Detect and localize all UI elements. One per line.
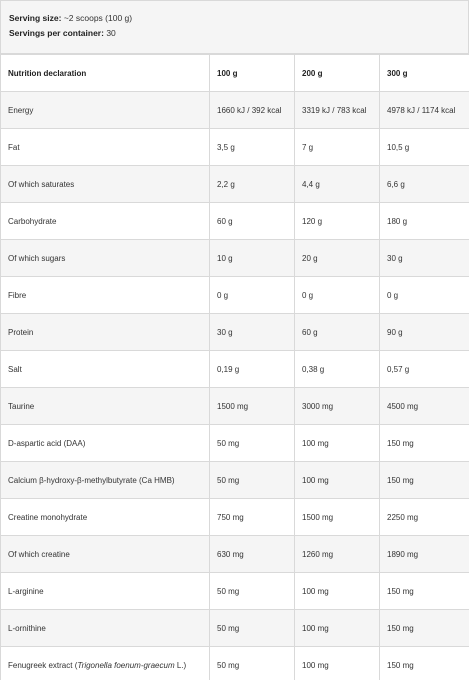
table-row xyxy=(1,166,469,203)
cell-300g: 150 mg xyxy=(380,647,469,680)
cell-300g: 2250 mg xyxy=(380,499,469,536)
cell-name: Calcium β-hydroxy-β-methylbutyrate (Ca HMB) xyxy=(1,462,210,499)
table-row xyxy=(1,314,469,351)
cell-300g: 10,5 g xyxy=(380,129,469,166)
header-200g: 200 g xyxy=(295,55,380,92)
cell-200g: 7 g xyxy=(295,129,380,166)
cell-name: Of which saturates xyxy=(1,166,210,203)
cell-200g: 100 mg xyxy=(295,425,380,462)
cell-100g: 2,2 g xyxy=(210,166,295,203)
cell-100g: 0 g xyxy=(210,277,295,314)
cell-200g: 4,4 g xyxy=(295,166,380,203)
table-row xyxy=(1,351,469,388)
table-header-row xyxy=(1,55,469,92)
cell-200g: 100 mg xyxy=(295,647,380,680)
table-row xyxy=(1,425,469,462)
cell-name: Of which creatine xyxy=(1,536,210,573)
nutrition-table xyxy=(0,54,469,680)
cell-100g: 630 mg xyxy=(210,536,295,573)
cell-300g: 90 g xyxy=(380,314,469,351)
table-row xyxy=(1,573,469,610)
cell-100g: 50 mg xyxy=(210,462,295,499)
cell-200g: 3000 mg xyxy=(295,388,380,425)
table-row xyxy=(1,203,469,240)
table-row xyxy=(1,277,469,314)
cell-200g: 60 g xyxy=(295,314,380,351)
cell-200g: 1500 mg xyxy=(295,499,380,536)
cell-200g: 120 g xyxy=(295,203,380,240)
cell-300g: 4500 mg xyxy=(380,388,469,425)
fenugreek-name-prefix: Fenugreek extract ( xyxy=(8,660,78,670)
cell-name: Taurine xyxy=(1,388,210,425)
cell-200g: 100 mg xyxy=(295,573,380,610)
serving-info xyxy=(0,0,469,54)
cell-100g: 3,5 g xyxy=(210,129,295,166)
table-body xyxy=(1,92,469,680)
header-100g: 100 g xyxy=(210,55,295,92)
table-row xyxy=(1,92,469,129)
serving-size-value: ~2 scoops (100 g) xyxy=(63,13,133,23)
cell-300g: 30 g xyxy=(380,240,469,277)
header-nutrition-declaration: Nutrition declaration xyxy=(1,55,210,92)
cell-100g: 0,19 g xyxy=(210,351,295,388)
cell-300g: 150 mg xyxy=(380,462,469,499)
cell-200g: 100 mg xyxy=(295,462,380,499)
cell-name: Of which sugars xyxy=(1,240,210,277)
cell-name: Salt xyxy=(1,351,210,388)
cell-300g: 0 g xyxy=(380,277,469,314)
serving-size-label: Serving size: xyxy=(9,13,62,23)
cell-300g: 1890 mg xyxy=(380,536,469,573)
cell-name: Carbohydrate xyxy=(1,203,210,240)
cell-100g: 1500 mg xyxy=(210,388,295,425)
cell-name: Energy xyxy=(1,92,210,129)
fenugreek-latin-name: Trigonella foenum-graecum xyxy=(77,660,175,670)
table-row xyxy=(1,610,469,647)
table-row xyxy=(1,462,469,499)
cell-200g: 0 g xyxy=(295,277,380,314)
cell-300g: 150 mg xyxy=(380,425,469,462)
cell-name: L-arginine xyxy=(1,573,210,610)
cell-200g: 3319 kJ / 783 kcal xyxy=(295,92,380,129)
cell-100g: 10 g xyxy=(210,240,295,277)
cell-name: Fibre xyxy=(1,277,210,314)
table-row xyxy=(1,536,469,573)
cell-300g: 0,57 g xyxy=(380,351,469,388)
cell-100g: 750 mg xyxy=(210,499,295,536)
fenugreek-name-suffix: L.) xyxy=(174,660,187,670)
cell-name: Protein xyxy=(1,314,210,351)
table-row xyxy=(1,499,469,536)
cell-300g: 150 mg xyxy=(380,573,469,610)
table-row xyxy=(1,240,469,277)
cell-300g: 180 g xyxy=(380,203,469,240)
cell-300g: 4978 kJ / 1174 kcal xyxy=(380,92,469,129)
cell-200g: 20 g xyxy=(295,240,380,277)
cell-300g: 6,6 g xyxy=(380,166,469,203)
table-row-fenugreek xyxy=(1,647,469,680)
cell-100g: 30 g xyxy=(210,314,295,351)
cell-100g: 50 mg xyxy=(210,425,295,462)
cell-300g: 150 mg xyxy=(380,610,469,647)
cell-100g: 60 g xyxy=(210,203,295,240)
cell-name: Fat xyxy=(1,129,210,166)
cell-200g: 100 mg xyxy=(295,610,380,647)
cell-100g: 50 mg xyxy=(210,647,295,680)
servings-per-container-label: Servings per container: xyxy=(9,28,104,38)
cell-100g: 1660 kJ / 392 kcal xyxy=(210,92,295,129)
servings-per-container-line xyxy=(9,26,460,41)
cell-name: Creatine monohydrate xyxy=(1,499,210,536)
table-row xyxy=(1,388,469,425)
cell-100g: 50 mg xyxy=(210,573,295,610)
table-row xyxy=(1,129,469,166)
cell-200g: 0,38 g xyxy=(295,351,380,388)
serving-size-line xyxy=(9,11,460,26)
cell-200g: 1260 mg xyxy=(295,536,380,573)
cell-name xyxy=(1,647,210,680)
cell-100g: 50 mg xyxy=(210,610,295,647)
servings-per-container-value: 30 xyxy=(106,28,116,38)
cell-name: L-ornithine xyxy=(1,610,210,647)
cell-name: D-aspartic acid (DAA) xyxy=(1,425,210,462)
header-300g: 300 g xyxy=(380,55,469,92)
